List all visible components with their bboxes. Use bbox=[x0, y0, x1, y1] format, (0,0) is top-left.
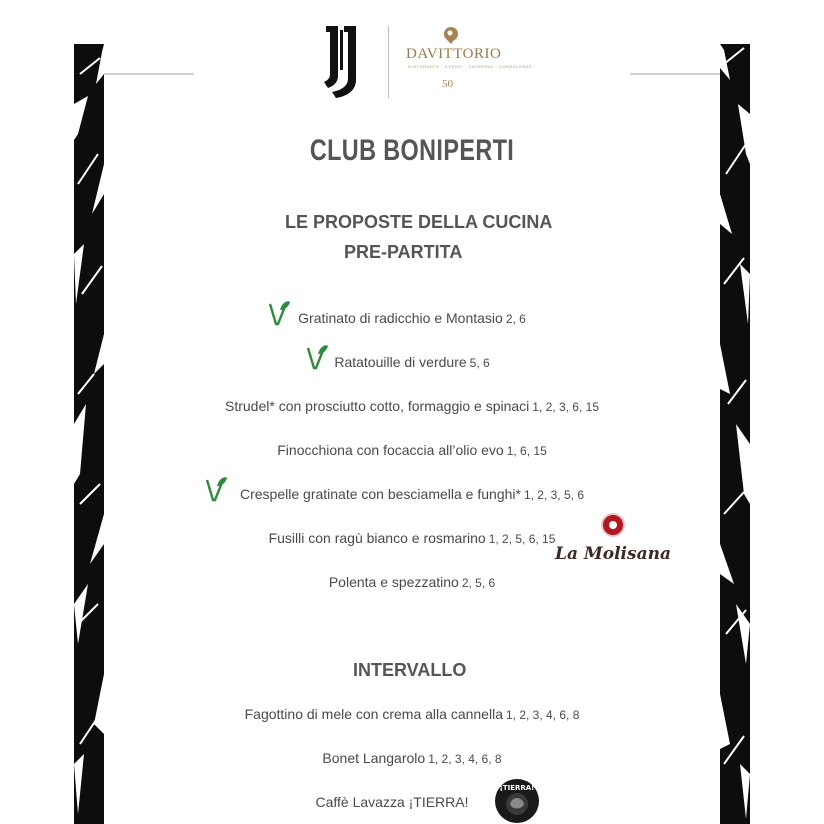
logo-divider bbox=[388, 26, 389, 98]
menu-item-allergens: 1, 6, 15 bbox=[506, 444, 547, 458]
menu-item-name: Fusilli con ragù bianco e rosmarino bbox=[268, 530, 486, 546]
menu-item-name: Crespelle gratinate con besciamella e funghi* bbox=[240, 486, 521, 502]
anniversary-mark: 50 bbox=[442, 78, 453, 90]
menu-item-name: Ratatouille di verdure bbox=[334, 354, 467, 370]
vegetarian-leaf-icon bbox=[268, 300, 290, 326]
menu-item-name: Strudel* con prosciutto cotto, formaggio e spinaci bbox=[225, 398, 530, 414]
menu-item-allergens: 2, 5, 6 bbox=[461, 576, 496, 590]
intervallo-heading: INTERVALLO bbox=[353, 660, 467, 680]
kitchen-heading-line1: LE PROPOSTE DELLA CUCINA bbox=[285, 212, 553, 232]
top-rule-right bbox=[630, 73, 720, 75]
menu-item-name: Polenta e spezzatino bbox=[328, 574, 459, 590]
menu-item-allergens: 5, 6 bbox=[469, 356, 490, 370]
page-title: CLUB BONIPERTI bbox=[309, 134, 515, 167]
davittorio-brand: DAVITTORIO bbox=[406, 46, 502, 62]
top-rule-left bbox=[104, 73, 194, 75]
molisana-logo bbox=[555, 512, 671, 572]
menu-item bbox=[0, 442, 824, 458]
menu-item bbox=[0, 310, 824, 326]
menu-item-name: Finocchiona con focaccia all’olio evo bbox=[277, 442, 504, 458]
menu-item-name: Caffè Lavazza ¡TIERRA! bbox=[315, 794, 469, 810]
menu-item bbox=[0, 530, 824, 546]
menu-item-allergens: 1, 2, 3, 4, 6, 8 bbox=[505, 708, 580, 722]
menu-item bbox=[0, 486, 824, 502]
kitchen-heading-line2: PRE-PARTITA bbox=[344, 242, 463, 262]
menu-item bbox=[0, 574, 824, 590]
davittorio-tagline: RISTORANTE · EVENTI · CATERING · CONSULENZE bbox=[408, 64, 533, 69]
menu-item bbox=[0, 794, 804, 810]
menu-item-name: Gratinato di radicchio e Montasio bbox=[298, 310, 503, 326]
menu-item bbox=[0, 750, 824, 766]
davittorio-emblem-icon bbox=[442, 26, 460, 44]
menu-item bbox=[0, 398, 824, 414]
menu-item-name: Bonet Langarolo bbox=[322, 750, 426, 766]
menu-item bbox=[0, 706, 824, 722]
tierra-badge-text: ¡TIERRA! bbox=[499, 784, 535, 792]
menu-item-allergens: 1, 2, 3, 5, 6 bbox=[523, 488, 584, 502]
molisana-logo-text: La Molisana bbox=[555, 544, 671, 564]
juventus-logo-icon bbox=[322, 26, 366, 98]
vegetarian-leaf-icon bbox=[306, 344, 328, 370]
menu-item-allergens: 1, 2, 5, 6, 15 bbox=[488, 532, 556, 546]
tierra-badge bbox=[494, 778, 540, 824]
menu-item-allergens: 2, 6 bbox=[505, 312, 526, 326]
menu-item-allergens: 1, 2, 3, 6, 15 bbox=[532, 400, 599, 414]
menu-item-name: Fagottino di mele con crema alla cannella bbox=[244, 706, 503, 722]
header-logos bbox=[318, 22, 533, 102]
menu-item bbox=[0, 354, 824, 370]
menu-item-allergens: 1, 2, 3, 4, 6, 8 bbox=[428, 752, 502, 766]
vegetarian-leaf-icon bbox=[205, 476, 227, 502]
